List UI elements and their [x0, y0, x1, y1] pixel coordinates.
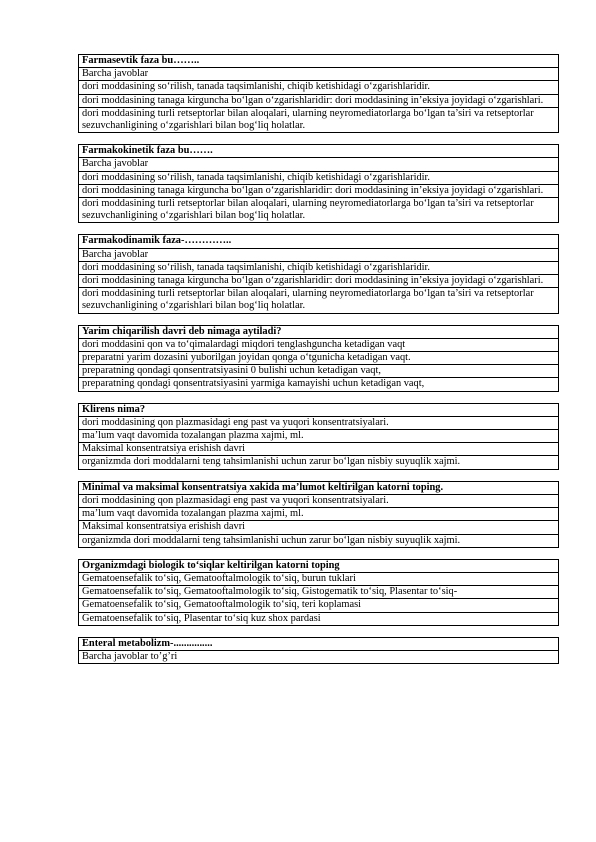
answer-option: Barcha javoblar [79, 68, 559, 81]
question-text: Farmakodinamik faza-………….. [79, 235, 559, 248]
answer-option: organizmda dori moddalarni teng tahsimlanishi uchun zarur bo‘lgan nisbiy suyuqlik xajmi. [79, 534, 559, 547]
question-block [78, 559, 559, 626]
answer-option: dori moddasining so‘rilish, tanada taqsimlanishi, chiqib ketishidagi o‘zgarishlaridir. [79, 261, 559, 274]
answer-option: preparatning qondagi qonsentratsiyasini 0 bulishi uchun ketadigan vaqt, [79, 365, 559, 378]
answer-option: Barcha javoblar [79, 158, 559, 171]
answer-option: organizmda dori moddalarni teng tahsimlanishi uchun zarur bo‘lgan nisbiy suyuqlik xajmi. [79, 456, 559, 469]
question-text: Farmakokinetik faza bu……. [79, 145, 559, 158]
answer-option: dori moddasining so‘rilish, tanada taqsimlanishi, chiqib ketishidagi o‘zgarishlaridir. [79, 81, 559, 94]
question-block [78, 54, 559, 133]
answer-option: Gematoensefalik to‘siq, Gematooftalmologik to‘siq, burun tuklari [79, 572, 559, 585]
answer-option: preparatning qondagi qonsentratsiyasini yarmiga kamayishi uchun ketadigan vaqt, [79, 378, 559, 391]
question-block [78, 637, 559, 664]
question-block [78, 144, 559, 223]
question-text: Enteral metabolizm-............... [79, 637, 559, 650]
answer-option: dori moddasining qon plazmasidagi eng past va yuqori konsentratsiyalari. [79, 416, 559, 429]
question-text: Organizmdagi biologik to‘siqlar keltirilgan katorni toping [79, 559, 559, 572]
question-list [78, 54, 559, 675]
answer-option: dori moddasini qon va to‘qimalardagi miqdori tenglashguncha ketadigan vaqt [79, 338, 559, 351]
answer-option: dori moddasining so‘rilish, tanada taqsimlanishi, chiqib ketishidagi o‘zgarishlaridir. [79, 171, 559, 184]
answer-option: Gematoensefalik to‘siq, Gematooftalmologik to‘siq, teri koplamasi [79, 599, 559, 612]
answer-option: Gematoensefalik to‘siq, Plasentar to‘siq kuz shox pardasi [79, 612, 559, 625]
answer-option: preparatni yarim dozasini yuborilgan joyidan qonga o‘tgunicha ketadigan vaqt. [79, 352, 559, 365]
question-text: Minimal va maksimal konsentratsiya xakida ma’lumot keltirilgan katorni toping. [79, 481, 559, 494]
question-text: Yarim chiqarilish davri deb nimaga aytiladi? [79, 325, 559, 338]
question-block [78, 325, 559, 392]
answer-option: Maksimal konsentratsiya erishish davri [79, 443, 559, 456]
question-block [78, 481, 559, 548]
answer-option: Barcha javoblar [79, 248, 559, 261]
answer-option: dori moddasining turli retseptorlar bilan aloqalari, ularning neyromediatorlarga bo‘lgan ta’siri va retseptorlar sezuvchanligining o‘zgarishlari bilan bog‘liq holatlar. [79, 198, 559, 223]
question-block [78, 403, 559, 470]
answer-option: Maksimal konsentratsiya erishish davri [79, 521, 559, 534]
answer-option: Gematoensefalik to‘siq, Gematooftalmologik to‘siq, Gistogematik to‘siq, Plasentar to‘siq- [79, 586, 559, 599]
answer-option: ma’lum vaqt davomida tozalangan plazma xajmi, ml. [79, 508, 559, 521]
answer-option: dori moddasining turli retseptorlar bilan aloqalari, ularning neyromediatorlarga bo‘lgan ta’siri va retseptorlar sezuvchanligining o‘zgarishlari bilan bog‘liq holatlar. [79, 288, 559, 313]
question-text: Klirens nima? [79, 403, 559, 416]
question-block [78, 234, 559, 313]
answer-option: dori moddasining tanaga kirguncha bo‘lgan o‘zgarishlaridir: dori moddasining in’eksiya joyidagi o‘zgarishlari. [79, 275, 559, 288]
question-text: Farmasevtik faza bu…….. [79, 55, 559, 68]
answer-option: dori moddasining tanaga kirguncha bo‘lgan o‘zgarishlaridir: dori moddasining in’eksiya joyidagi o‘zgarishlari. [79, 94, 559, 107]
answer-option: dori moddasining tanaga kirguncha bo‘lgan o‘zgarishlaridir: dori moddasining in’eksiya joyidagi o‘zgarishlari. [79, 184, 559, 197]
answer-option: Barcha javoblar to’g’ri [79, 650, 559, 663]
answer-option: ma’lum vaqt davomida tozalangan plazma xajmi, ml. [79, 430, 559, 443]
answer-option: dori moddasining turli retseptorlar bilan aloqalari, ularning neyromediatorlarga bo‘lgan ta’siri va retseptorlar sezuvchanligining o‘zgarishlari bilan bog‘liq holatlar. [79, 107, 559, 132]
answer-option: dori moddasining qon plazmasidagi eng past va yuqori konsentratsiyalari. [79, 494, 559, 507]
